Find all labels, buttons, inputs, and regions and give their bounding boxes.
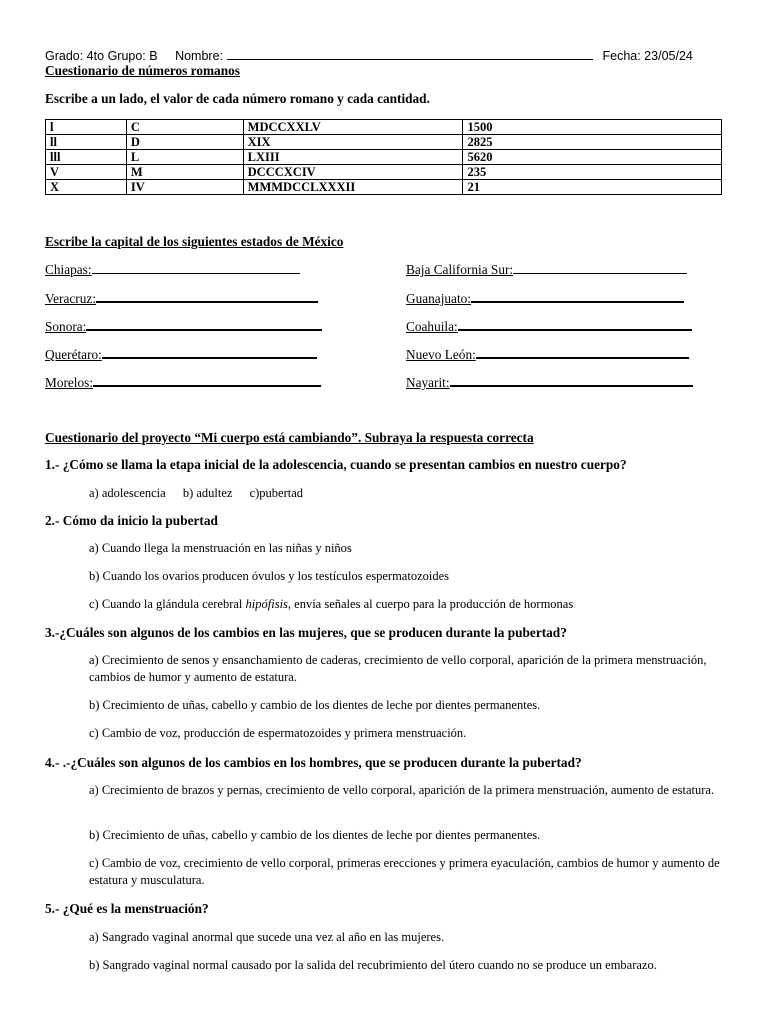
capital-field-baja-california-sur[interactable]: Baja California Sur: (406, 261, 687, 278)
capital-field-sonora[interactable]: Sonora: (45, 317, 322, 335)
table-cell: D (126, 135, 243, 150)
hipofisis-term: hipófisis (245, 597, 288, 611)
table-row (46, 165, 722, 180)
table-row (46, 135, 722, 150)
fecha-label: Fecha: 23/05/24 (602, 49, 693, 63)
table-cell: X (46, 180, 127, 195)
capital-field-queretaro[interactable]: Querétaro: (45, 345, 317, 363)
question-1-option-a[interactable]: a) adolescencia (89, 486, 166, 500)
question-1-option-b[interactable]: b) adultez (182, 486, 233, 500)
table-cell: 5620 (463, 150, 722, 165)
table-cell: 2825 (463, 135, 722, 150)
table-cell: M (126, 165, 243, 180)
table-cell: 1500 (463, 120, 722, 135)
grado-label: Grado: 4to (45, 49, 105, 63)
question-1-option-c[interactable]: c)pubertad (249, 486, 304, 500)
table-cell: MDCCXXLV (243, 120, 463, 135)
question-4: 4.- .-¿Cuáles son algunos de los cambios en los hombres, que se producen durante la pubertad? (45, 755, 582, 770)
roman-section-title: Cuestionario de números romanos (45, 63, 240, 78)
table-cell: DCCCXCIV (243, 165, 463, 180)
question-5-option-b[interactable]: b) Sangrado vaginal normal causado por la salida del recubrimiento del útero cuando no se produce un embarazo. (89, 958, 657, 972)
question-3-option-a[interactable]: a) Crecimiento de senos y ensanchamiento de caderas, crecimiento de vello corporal, aparición de la primera menstruación, cambios de humor y aumento de estatura. (89, 653, 707, 684)
table-cell: LXIII (243, 150, 463, 165)
table-cell: 235 (463, 165, 722, 180)
table-row (46, 180, 722, 195)
table-cell: l (46, 120, 127, 135)
table-row (46, 120, 722, 135)
question-1-options (89, 486, 317, 501)
question-2-option-a[interactable]: a) Cuando llega la menstruación en las niñas y niños (89, 541, 352, 555)
roman-section-instruction: Escribe a un lado, el valor de cada número romano y cada cantidad. (45, 91, 430, 106)
table-cell: V (46, 165, 127, 180)
header-line (45, 46, 693, 63)
question-1: 1.- ¿Cómo se llama la etapa inicial de la adolescencia, cuando se presentan cambios en nuestro cuerpo? (45, 457, 627, 472)
table-cell: lll (46, 150, 127, 165)
question-4-option-a[interactable]: a) Crecimiento de brazos y pernas, crecimiento de vello corporal, aparición de la primera menstruación, aumento de estatura. (89, 783, 715, 797)
table-cell: C (126, 120, 243, 135)
capital-field-chiapas[interactable]: Chiapas: (45, 261, 300, 278)
grupo-label: Grupo: B (107, 49, 158, 63)
question-2-option-b[interactable]: b) Cuando los ovarios producen óvulos y los testículos espermatozoides (89, 569, 450, 583)
nombre-label: Nombre: (175, 49, 224, 63)
table-cell: L (126, 150, 243, 165)
capitals-section-title: Escribe la capital de los siguientes estados de México (45, 234, 344, 249)
question-3-option-c[interactable]: c) Cambio de voz, producción de espermatozoides y primera menstruación. (89, 726, 467, 740)
name-blank-line (227, 46, 593, 60)
question-4-option-b[interactable]: b) Crecimiento de uñas, cabello y cambio de los dientes de leche por dientes permanentes. (89, 828, 541, 842)
question-5-option-a[interactable]: a) Sangrado vaginal anormal que sucede una vez al año en las mujeres. (89, 930, 445, 944)
table-cell: ll (46, 135, 127, 150)
table-cell: XIX (243, 135, 463, 150)
question-3: 3.-¿Cuáles son algunos de los cambios en las mujeres, que se producen durante la pubertad? (45, 625, 567, 640)
question-2: 2.- Cómo da inicio la pubertad (45, 513, 218, 528)
table-cell: 21 (463, 180, 722, 195)
roman-numerals-table (45, 119, 722, 195)
capital-field-coahuila[interactable]: Coahuila: (406, 317, 692, 335)
table-row (46, 150, 722, 165)
capital-field-nuevo-leon[interactable]: Nuevo León: (406, 345, 689, 363)
table-cell: MMMDCCLXXXII (243, 180, 463, 195)
question-3-option-b[interactable]: b) Crecimiento de uñas, cabello y cambio de los dientes de leche por dientes permanentes. (89, 698, 541, 712)
project-section-title: Cuestionario del proyecto “Mi cuerpo está cambiando”. Subraya la respuesta correcta (45, 430, 534, 445)
capital-field-nayarit[interactable]: Nayarit: (406, 373, 693, 391)
question-5: 5.- ¿Qué es la menstruación? (45, 901, 209, 916)
question-4-option-c[interactable]: c) Cambio de voz, crecimiento de vello corporal, primeras erecciones y primera eyaculación, cambios de humor y aumento de estatura y musculatura. (89, 856, 720, 887)
capital-field-morelos[interactable]: Morelos: (45, 373, 321, 391)
capital-field-guanajuato[interactable]: Guanajuato: (406, 289, 684, 307)
capital-field-veracruz[interactable]: Veracruz: (45, 289, 318, 307)
question-2-option-c[interactable]: c) Cuando la glándula cerebral hipófisis, envía señales al cuerpo para la producción de hormonas (89, 597, 574, 611)
table-cell: IV (126, 180, 243, 195)
